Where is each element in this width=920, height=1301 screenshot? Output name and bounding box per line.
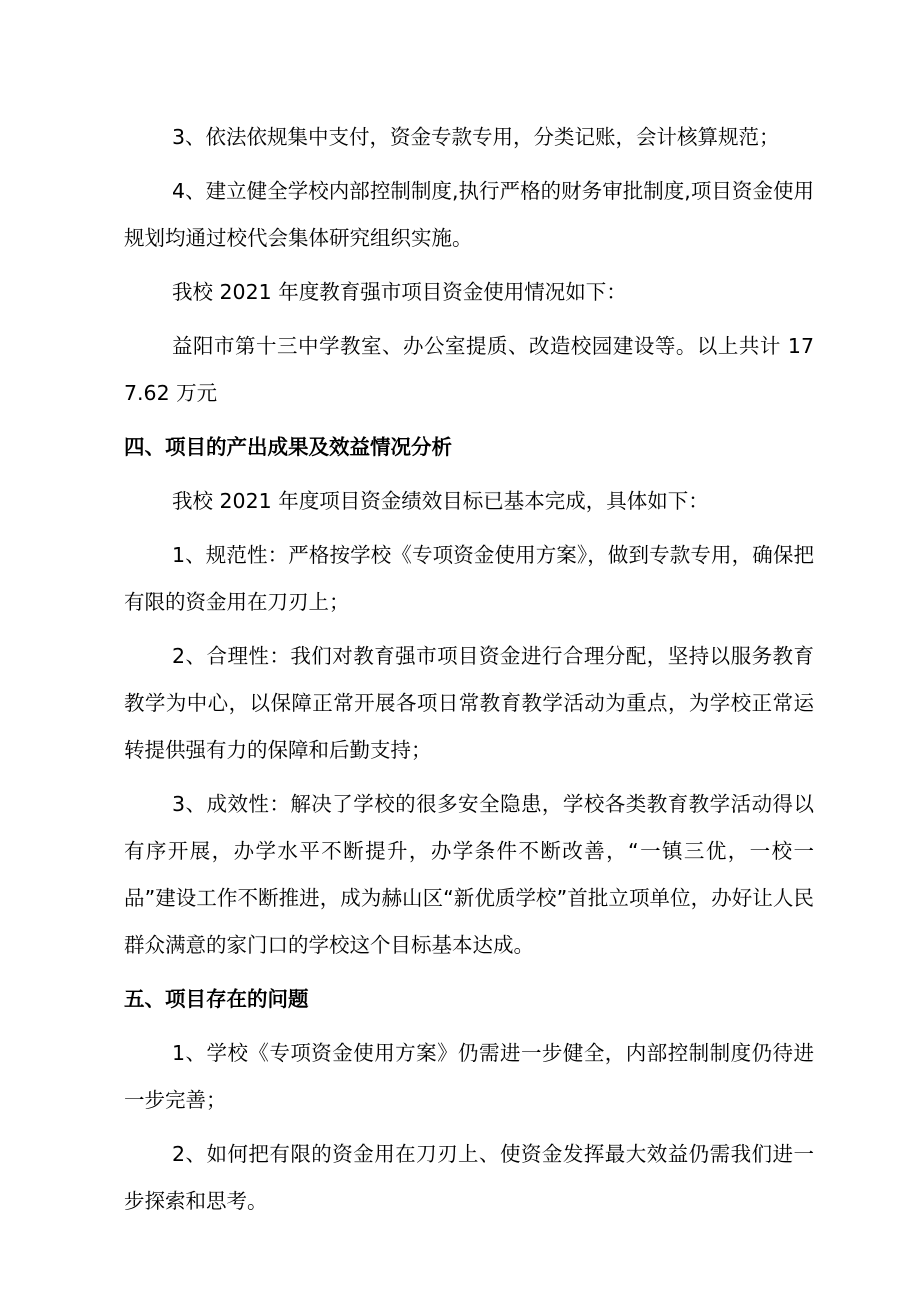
section-heading-4: 四、项目的产出成果及效益情况分析 — [124, 435, 452, 459]
section-heading-5: 五、项目存在的问题 — [124, 987, 309, 1011]
paragraph-item-3: 3、依法依规集中支付，资金专款专用，分类记账，会计核算规范； — [172, 125, 780, 149]
paragraph-item-4: 4、建立健全学校内部控制制度,执行严格的财务审批制度,项目资金使用规划均通过校代会集体研究组织实施。 — [124, 179, 814, 250]
document-body — [124, 114, 814, 1225]
paragraph-problem-2: 2、如何把有限的资金用在刀刃上、使资金发挥最大效益仍需我们进一步探索和思考。 — [124, 1142, 814, 1213]
paragraph-effectiveness: 3、成效性：解决了学校的很多安全隐患，学校各类教育教学活动得以有序开展，办学水平不断提升，办学条件不断改善，“一镇三优，一校一品”建设工作不断推进，成为赫山区“新优质学校”首批立项单位，办好让人民群众满意的家门口的学校这个目标基本达成。 — [124, 792, 814, 957]
paragraph-normativity: 1、规范性：严格按学校《专项资金使用方案》，做到专款专用，确保把有限的资金用在刀刃上； — [124, 543, 814, 614]
paragraph-funding-detail: 益阳市第十三中学教室、办公室提质、改造校园建设等。以上共计 177.62 万元 — [124, 334, 814, 405]
paragraph-performance-intro: 我校 2021 年度项目资金绩效目标已基本完成，具体如下： — [172, 489, 709, 513]
paragraph-rationality: 2、合理性：我们对教育强市项目资金进行合理分配，坚持以服务教育教学为中心，以保障正常开展各项日常教育教学活动为重点，为学校正常运转提供强有力的保障和后勤支持； — [124, 644, 814, 762]
paragraph-funding-intro: 我校 2021 年度教育强市项目资金使用情况如下： — [172, 280, 627, 304]
paragraph-problem-1: 1、学校《专项资金使用方案》仍需进一步健全，内部控制制度仍待进一步完善； — [124, 1041, 814, 1112]
